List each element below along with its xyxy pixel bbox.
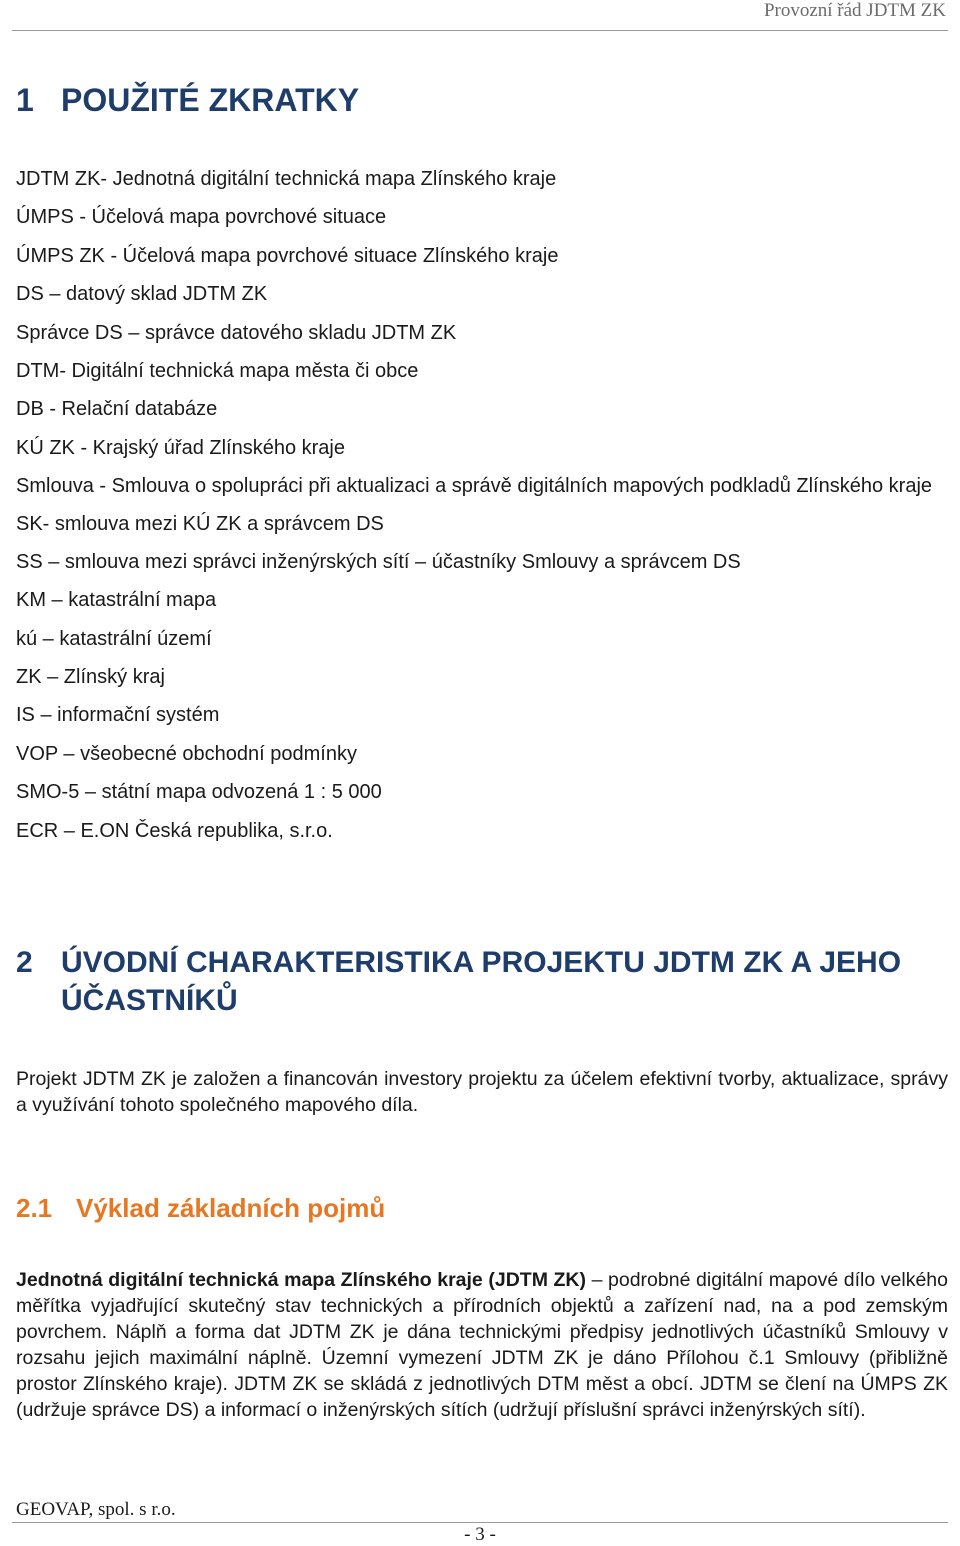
abbreviation-item: ECR – E.ON Česká republika, s.r.o. [16, 819, 333, 842]
section-2-title: ÚVODNÍ CHARAKTERISTIKA PROJEKTU JDTM ZK A JEHO ÚČASTNÍKŮ [61, 946, 902, 1017]
section-2-1-number: 2.1 [16, 1193, 53, 1223]
section-1-title: POUŽITÉ ZKRATKY [61, 82, 360, 118]
section-1-heading [16, 82, 359, 119]
abbreviation-item: SK- smlouva mezi KÚ ZK a správcem DS [16, 512, 384, 535]
abbreviation-item: Správce DS – správce datového skladu JDTM ZK [16, 321, 457, 344]
abbreviation-item: KÚ ZK - Krajský úřad Zlínského kraje [16, 436, 345, 459]
section-2-heading [16, 944, 952, 1020]
section-2-number: 2 [16, 946, 33, 979]
abbreviation-item: JDTM ZK- Jednotná digitální technická mapa Zlínského kraje [16, 168, 557, 190]
abbreviation-item: ÚMPS - Účelová mapa povrchové situace [16, 206, 387, 229]
header-divider [12, 30, 948, 31]
abbreviation-item: SMO-5 – státní mapa odvozená 1 : 5 000 [16, 781, 382, 804]
abbreviation-item: DTM- Digitální technická mapa města či obce [16, 359, 419, 382]
abbreviation-list [16, 166, 952, 856]
running-header: Provozní řád JDTM ZK [763, 0, 946, 21]
page-number: - 3 - [464, 1524, 496, 1545]
abbreviation-item: KM – katastrální mapa [16, 589, 217, 612]
definition-paragraph [16, 1267, 948, 1423]
section-2-1-heading [16, 1193, 385, 1224]
abbreviation-item: ÚMPS ZK - Účelová mapa povrchové situace Zlínského kraje [16, 244, 559, 267]
section-2-1-title: Výklad základních pojmů [76, 1193, 386, 1223]
abbreviation-item: VOP – všeobecné obchodní podmínky [16, 742, 357, 765]
footer-divider [12, 1522, 948, 1523]
abbreviation-item: SS – smlouva mezi správci inženýrských sítí – účastníky Smlouvy a správcem DS [16, 550, 741, 573]
abbreviation-item: kú – katastrální území [16, 627, 212, 650]
abbreviation-item: ZK – Zlínský kraj [16, 666, 165, 689]
abbreviation-item: DB - Relační databáze [16, 398, 218, 421]
abbreviation-item: DS – datový sklad JDTM ZK [16, 283, 268, 306]
definition-term: Jednotná digitální technická mapa Zlínského kraje (JDTM ZK) [16, 1269, 587, 1291]
section-1-number: 1 [16, 82, 34, 118]
footer-company: GEOVAP, spol. s r.o. [16, 1499, 176, 1520]
abbreviation-item: IS – informační systém [16, 704, 220, 727]
definition-text: – podrobné digitální mapové dílo velkého měřítka vyjadřující skutečný stav technických a přírodních objektů a zařízení nad, na a pod zemským povrchem. Náplň a forma dat JDTM ZK je dána technickými předpisy jednotlivých účastníků Smlouvy v rozsahu jejich maximální náplně. Územní vymezení JDTM ZK je dáno Přílohou č.1 Smlouvy (přibližně prostor Zlínského kraje). JDTM ZK se skládá z jednotlivých DTM měst a obcí. JDTM se člení na ÚMPS ZK (udržuje správce DS) a informací o inženýrských sítích (udržují příslušní správci inženýrských sítí). [16, 1269, 948, 1421]
abbreviation-item: Smlouva - Smlouva o spolupráci při aktualizaci a správě digitálních mapových podkladů Zlínského kraje [16, 475, 933, 498]
section-2-paragraph: Projekt JDTM ZK je založen a financován investory projektu za účelem efektivní tvorby, aktualizace, správy a využívání tohoto společného mapového díla. [16, 1068, 948, 1116]
